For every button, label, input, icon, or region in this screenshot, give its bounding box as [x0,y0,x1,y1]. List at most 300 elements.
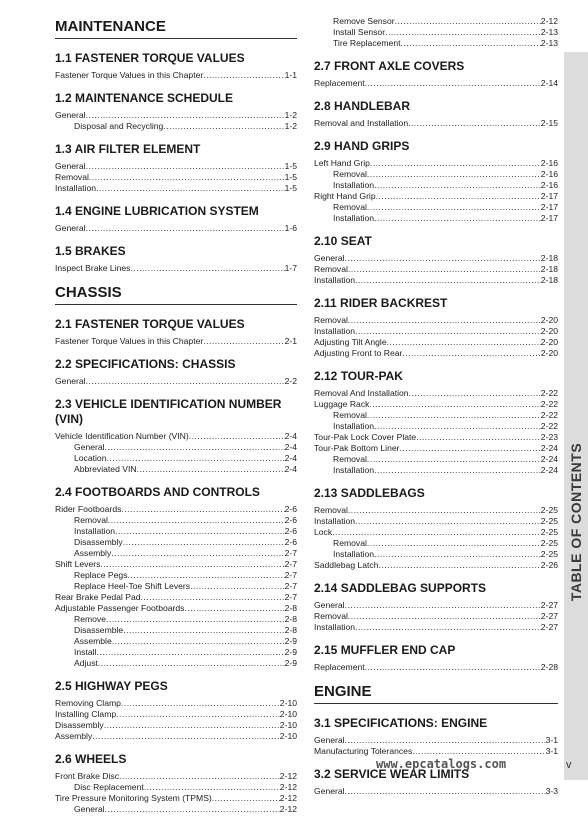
entry-page-number: 2-8 [284,625,297,635]
entry-page-number: 2-4 [284,464,297,474]
entry-title: Abbreviated VIN [74,464,137,474]
toc-entry[interactable] [314,27,558,38]
dot-leader [408,118,541,129]
entry-page-number: 2-10 [279,720,297,730]
entry-page-number: 2-27 [540,622,558,632]
dot-leader [374,549,541,560]
entry-page-number: 2-22 [540,388,558,398]
entry-page-number: 2-15 [540,118,558,128]
entry-title: Front Brake Disc [55,771,119,781]
dot-leader [367,410,541,421]
entry-page-number: 2-20 [540,326,558,336]
toc-entry[interactable] [55,464,297,475]
section-title[interactable]: 2.13 SADDLEBAGS [314,486,425,500]
entry-title: Rider Footboards [55,504,122,514]
toc-section [55,397,297,475]
entry-page-number: 2-20 [540,337,558,347]
entry-page-number: 2-24 [540,454,558,464]
toc-section [314,99,558,129]
entry-title: Replacement [314,78,365,88]
entry-title: General [55,110,86,120]
toc-entry[interactable] [55,782,297,793]
toc-entry[interactable] [314,202,558,213]
entry-page-number: 2-12 [279,804,297,814]
toc-entry[interactable] [55,515,297,526]
dot-leader [100,559,284,570]
entry-page-number: 2-6 [284,515,297,525]
toc-entry[interactable] [55,731,297,742]
entry-page-number: 2-23 [540,432,558,442]
entry-page-number: 2-7 [284,570,297,580]
entry-title: Installation [74,526,116,536]
toc-entry[interactable] [314,337,558,348]
entry-page-number: 2-25 [540,516,558,526]
dot-leader [345,786,546,797]
entry-page-number: 1-2 [284,121,297,131]
entry-title: General [74,804,105,814]
entry-page-number: 2-16 [540,180,558,190]
entry-title: Removal [314,505,348,515]
entry-title: Installation [333,465,375,475]
entry-title: Remove Sensor [333,16,395,26]
dot-leader [355,622,541,633]
toc-entry[interactable] [55,70,297,81]
toc-entry[interactable] [314,180,558,191]
entry-page-number: 2-10 [279,731,297,741]
section-title[interactable]: 3.2 SERVICE WEAR LIMITS [314,767,470,781]
dot-leader [111,548,284,559]
toc-entry[interactable] [55,121,297,132]
toc-entry[interactable] [314,78,558,89]
toc-entry[interactable] [314,600,558,611]
toc-section [55,752,297,815]
toc-entry[interactable] [55,526,297,537]
toc-entry[interactable] [55,698,297,709]
dot-leader [379,560,541,571]
entry-title: Installation [314,326,356,336]
toc-entry[interactable] [314,443,558,454]
entry-page-number: 2-25 [540,505,558,515]
toc-entry[interactable] [314,735,558,746]
entry-page-number: 2-22 [540,410,558,420]
entry-title: General [55,161,86,171]
entry-page-number: 2-20 [540,348,558,358]
toc-right-column [314,16,558,807]
dot-leader [96,647,284,658]
dot-leader [108,515,285,526]
toc-entry[interactable] [314,505,558,516]
entry-page-number: 2-6 [284,504,297,514]
entry-title: Removal [74,515,108,525]
entry-title: Removal [55,172,89,182]
toc-entry[interactable] [314,118,558,129]
entry-page-number: 2-25 [540,549,558,559]
toc-section [55,679,297,742]
entry-page-number: 2-25 [540,527,558,537]
toc-entry[interactable] [55,614,297,625]
entry-page-number: 2-28 [540,662,558,672]
entry-title: Disassembly [74,537,123,547]
entry-page-number: 2-17 [540,191,558,201]
dot-leader [402,348,540,359]
toc-entry[interactable] [314,746,558,757]
toc-entry[interactable] [55,453,297,464]
dot-leader [348,315,541,326]
dot-leader [89,172,285,183]
toc-entry[interactable] [314,549,558,560]
toc-entry[interactable] [55,581,297,592]
toc-entry[interactable] [314,432,558,443]
dot-leader [130,263,284,274]
entry-page-number: 2-14 [540,78,558,88]
toc-section [55,244,297,274]
section-title[interactable]: 2.10 SEAT [314,234,372,248]
chapter-heading: ENGINE [314,683,558,704]
dot-leader [376,191,541,202]
dot-leader [345,735,546,746]
entry-page-number: 2-4 [284,431,297,441]
toc-section [314,139,558,224]
entry-title: Disassemble [74,625,124,635]
entry-title: General [55,376,86,386]
section-title[interactable]: 2.1 FASTENER TORQUE VALUES [55,317,245,331]
entry-title: Fastener Torque Values in this Chapter [55,336,204,346]
toc-entry[interactable] [314,560,558,571]
toc-entry[interactable] [314,326,558,337]
entry-title: General [314,735,345,745]
entry-page-number: 2-9 [284,636,297,646]
dot-leader [86,161,285,172]
dot-leader [374,421,541,432]
toc-entry[interactable] [314,348,558,359]
entry-title: Assembly [55,731,93,741]
toc-entry[interactable] [314,16,558,27]
toc-entry[interactable] [314,213,558,224]
entry-page-number: 2-27 [540,611,558,621]
dot-leader [370,158,541,169]
toc-entry[interactable] [55,647,297,658]
toc-section [314,643,558,673]
dot-leader [355,326,541,337]
toc-entry[interactable] [55,161,297,172]
dot-leader [412,746,545,757]
dot-leader [116,709,280,720]
toc-section [55,91,297,132]
dot-leader [107,453,285,464]
entry-page-number: 1-1 [284,70,297,80]
toc-entry[interactable] [55,793,297,804]
entry-title: Location [74,453,107,463]
page-number: v [566,759,572,771]
entry-page-number: 1-6 [284,223,297,233]
section-title[interactable]: 2.2 SPECIFICATIONS: CHASSIS [55,357,236,371]
entry-page-number: 2-9 [284,647,297,657]
entry-title: Disposal and Recycling [74,121,164,131]
toc-entry[interactable] [314,662,558,673]
entry-title: Lock [314,527,333,537]
entry-title: Removal [314,611,348,621]
toc-entry[interactable] [314,622,558,633]
entry-page-number: 2-7 [284,559,297,569]
section-title[interactable]: 2.15 MUFFLER END CAP [314,643,456,657]
dot-leader [144,782,280,793]
entry-page-number: 1-7 [284,263,297,273]
entry-page-number: 1-5 [284,161,297,171]
entry-page-number: 2-12 [279,771,297,781]
entry-page-number: 2-18 [540,275,558,285]
entry-page-number: 2-1 [284,336,297,346]
entry-page-number: 2-24 [540,443,558,453]
toc-section [314,486,558,571]
section-title[interactable]: 2.12 TOUR-PAK [314,369,403,383]
entry-page-number: 2-10 [279,698,297,708]
toc-section [314,296,558,359]
toc-entry[interactable] [55,336,297,347]
section-title[interactable]: 2.14 SADDLEBAG SUPPORTS [314,581,487,595]
toc-entry[interactable] [55,592,297,603]
entry-title: Tire Replacement [333,38,401,48]
entry-page-number: 2-8 [284,603,297,613]
toc-entry[interactable] [55,504,297,515]
toc-section [55,485,297,669]
toc-section [314,716,558,757]
entry-title: Removing Clamp [55,698,121,708]
entry-title: Installation [55,183,97,193]
toc-entry[interactable] [55,570,297,581]
section-title[interactable]: 2.8 HANDLEBAR [314,99,411,113]
section-title[interactable]: 1.4 ENGINE LUBRICATION SYSTEM [55,204,259,218]
entry-title: Fastener Torque Values in this Chapter [55,70,204,80]
entry-page-number: 2-7 [284,548,297,558]
toc-entry[interactable] [314,169,558,180]
toc-entry[interactable] [314,275,558,286]
toc-entry[interactable] [55,603,297,614]
section-title[interactable]: 2.5 HIGHWAY PEGS [55,679,168,693]
dot-leader [367,538,541,549]
entry-title: Installing Clamp [55,709,117,719]
section-title[interactable]: 2.11 RIDER BACKREST [314,296,448,310]
dot-leader [105,442,285,453]
toc-entry[interactable] [314,315,558,326]
section-title[interactable]: 2.9 HAND GRIPS [314,139,410,153]
toc-entry[interactable] [314,786,558,797]
toc-section [314,16,558,49]
entry-title: Adjusting Front to Rear [314,348,403,358]
dot-leader [121,698,280,709]
dot-leader [203,336,284,347]
entry-title: Rear Brake Pedal Pad [55,592,141,602]
entry-page-number: 2-20 [540,315,558,325]
dot-leader [96,183,284,194]
toc-entry[interactable] [55,559,297,570]
toc-entry[interactable] [314,191,558,202]
toc-entry[interactable] [55,709,297,720]
toc-section [314,767,558,797]
toc-entry[interactable] [55,223,297,234]
entry-title: Remove [74,614,106,624]
dot-leader [212,793,280,804]
watermark: www.epcatalogs.com [376,757,507,771]
dot-leader [355,275,541,286]
entry-title: Adjustable Passenger Footboards [55,603,185,613]
entry-title: Tour-Pak Lock Cover Plate [314,432,417,442]
dot-leader [374,465,541,476]
toc-left-column [55,18,297,825]
toc-entry[interactable] [314,611,558,622]
toc-entry[interactable] [55,263,297,274]
dot-leader [105,804,280,815]
toc-section [55,357,297,387]
entry-title: Manufacturing Tolerances [314,746,413,756]
entry-title: Installation [333,421,375,431]
toc-entry[interactable] [55,110,297,121]
dot-leader [367,202,541,213]
toc-section [55,142,297,194]
toc-entry[interactable] [314,465,558,476]
dot-leader [184,603,284,614]
entry-title: Removal and Installation [314,118,409,128]
entry-page-number: 2-7 [284,581,297,591]
entry-title: Assemble [74,636,112,646]
dot-leader [98,658,285,669]
entry-title: Removal [333,169,367,179]
toc-section [314,369,558,476]
entry-title: Install Sensor [333,27,386,37]
dot-leader [345,600,541,611]
entry-page-number: 2-22 [540,399,558,409]
section-title[interactable]: 2.7 FRONT AXLE COVERS [314,59,465,73]
dot-leader [141,592,285,603]
toc-entry[interactable] [314,38,558,49]
toc-entry[interactable] [55,658,297,669]
toc-entry[interactable] [55,537,297,548]
entry-page-number: 3-1 [545,735,558,745]
section-title[interactable]: 1.5 BRAKES [55,244,126,258]
toc-entry[interactable] [314,527,558,538]
entry-title: Disc Replacement [74,782,144,792]
entry-title: Tire Pressure Monitoring System (TPMS) [55,793,212,803]
dot-leader [367,454,541,465]
entry-page-number: 2-12 [279,782,297,792]
entry-page-number: 1-5 [284,183,297,193]
toc-entry[interactable] [55,431,297,442]
dot-leader [401,38,541,49]
toc-entry[interactable] [314,421,558,432]
toc-entry[interactable] [55,376,297,387]
entry-title: Installation [314,622,356,632]
dot-leader [374,180,541,191]
entry-page-number: 2-10 [279,709,297,719]
dot-leader [348,611,541,622]
toc-entry[interactable] [314,253,558,264]
entry-page-number: 2-13 [540,38,558,48]
entry-page-number: 2-22 [540,421,558,431]
entry-page-number: 2-18 [540,253,558,263]
dot-leader [355,516,541,527]
entry-title: Adjust [74,658,98,668]
toc-entry[interactable] [55,636,297,647]
section-title[interactable]: 1.3 AIR FILTER ELEMENT [55,142,201,156]
dot-leader [400,443,541,454]
dot-leader [387,337,541,348]
toc-entry[interactable] [314,516,558,527]
entry-page-number: 2-6 [284,526,297,536]
dot-leader [345,253,541,264]
entry-page-number: 2-27 [540,600,558,610]
toc-entry[interactable] [314,158,558,169]
toc-entry[interactable] [55,172,297,183]
toc-entry[interactable] [314,388,558,399]
dot-leader [112,636,285,647]
toc-entry[interactable] [55,771,297,782]
entry-page-number: 2-24 [540,465,558,475]
section-title[interactable]: 3.1 SPECIFICATIONS: ENGINE [314,716,488,730]
section-title[interactable]: 1.1 FASTENER TORQUE VALUES [55,51,245,65]
entry-page-number: 2-2 [284,376,297,386]
toc-entry[interactable] [55,548,297,559]
entry-title: Removal [333,454,367,464]
entry-page-number: 2-4 [284,453,297,463]
toc-entry[interactable] [314,410,558,421]
toc-entry[interactable] [314,454,558,465]
section-title[interactable]: 2.6 WHEELS [55,752,127,766]
entry-title: General [314,600,345,610]
entry-title: Installation [333,213,375,223]
dot-leader [409,388,541,399]
dot-leader [121,504,284,515]
entry-title: Removal And Installation [314,388,409,398]
entry-title: Removal [314,264,348,274]
entry-page-number: 2-6 [284,537,297,547]
entry-title: Removal [333,538,367,548]
toc-entry[interactable] [314,538,558,549]
dot-leader [365,78,541,89]
section-title[interactable]: 1.2 MAINTENANCE SCHEDULE [55,91,234,105]
toc-entry[interactable] [55,804,297,815]
toc-sidebar-tab [564,52,588,780]
toc-entry[interactable] [55,720,297,731]
entry-title: General [314,253,345,263]
section-title[interactable]: 2.4 FOOTBOARDS AND CONTROLS [55,485,260,499]
dot-leader [365,662,541,673]
toc-section [314,234,558,286]
dot-leader [385,27,541,38]
entry-title: Saddlebag Latch [314,560,379,570]
entry-page-number: 3-3 [545,786,558,796]
toc-entry[interactable] [314,264,558,275]
dot-leader [115,526,284,537]
entry-title: Inspect Brake Lines [55,263,131,273]
toc-entry[interactable] [55,442,297,453]
entry-title: Disassembly [55,720,104,730]
entry-title: Removal [333,202,367,212]
dot-leader [106,614,285,625]
entry-page-number: 2-25 [540,538,558,548]
entry-title: General [55,223,86,233]
entry-page-number: 2-17 [540,213,558,223]
toc-entry[interactable] [314,399,558,410]
toc-section [55,51,297,81]
entry-title: Removal [314,315,348,325]
entry-title: Installation [314,516,356,526]
entry-page-number: 2-26 [540,560,558,570]
entry-title: Replace Heel-Toe Shift Levers [74,581,191,591]
section-title[interactable]: 2.3 VEHICLE IDENTIFICATION NUMBER (VIN) [55,397,282,426]
toc-entry[interactable] [55,625,297,636]
dot-leader [163,121,284,132]
entry-title: Installation [333,549,375,559]
toc-entry[interactable] [55,183,297,194]
